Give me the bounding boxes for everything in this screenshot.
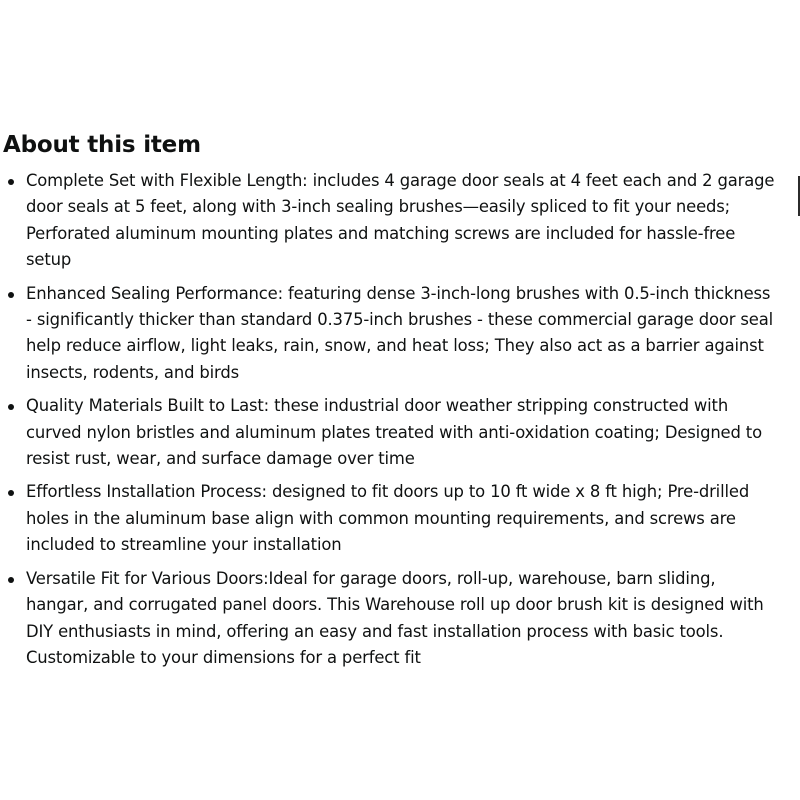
feature-bullet: Enhanced Sealing Performance: featuring dense 3-inch-long brushes with 0.5-inch thickness - significantly thicker than standard 0.375-inch brushes - these commercial garage door seal help reduce airflow, light leaks, rain, snow, and heat loss; They also act as a barrier against insects, rodents, and birds: [3, 281, 775, 387]
about-this-item-section: [3, 128, 775, 678]
feature-bullet: Quality Materials Built to Last: these industrial door weather stripping constructed with curved nylon bristles and aluminum plates treated with anti-oxidation coating; Designed to resist rust, wear, and surface damage over time: [3, 393, 775, 472]
feature-bullet: Complete Set with Flexible Length: includes 4 garage door seals at 4 feet each and 2 garage door seals at 5 feet, along with 3-inch sealing brushes—easily spliced to fit your needs; Perforated aluminum mounting plates and matching screws are included for hassle-free setup: [3, 168, 775, 274]
feature-bullet: Effortless Installation Process: designed to fit doors up to 10 ft wide x 8 ft high; Pre-drilled holes in the aluminum base align with common mounting requirements, and screws are included to streamline your installation: [3, 479, 775, 558]
section-title: About this item: [3, 132, 201, 158]
feature-bullet: Versatile Fit for Various Doors:Ideal for garage doors, roll-up, warehouse, barn sliding, hangar, and corrugated panel doors. This Warehouse roll up door brush kit is designed with DIY enthusiasts in mind, offering an easy and fast installation process with basic tools. Customizable to your dimensions for a perfect fit: [3, 566, 775, 672]
feature-bullet-list: [3, 168, 775, 671]
